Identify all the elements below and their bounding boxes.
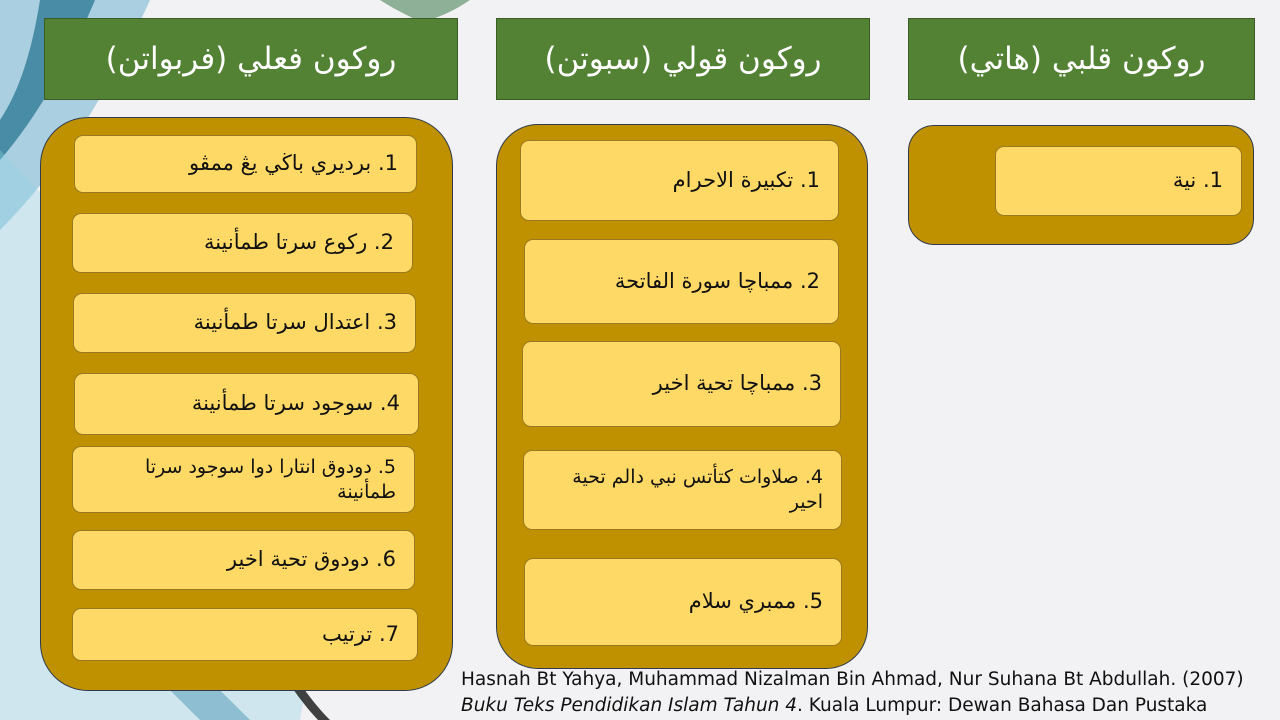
list-item: 5. دودوق انتارا دوا سوجود سرتا طمأنينة	[72, 446, 415, 513]
publisher: . Kuala Lumpur: Dewan Bahasa Dan Pustaka	[797, 695, 1208, 716]
list-item: 4. صلاوات كتأتس نبي دالم تحية احير	[523, 450, 842, 530]
citation	[461, 667, 1280, 719]
list-item: 1. نية	[995, 146, 1242, 216]
list-item: 2. ركوع سرتا طمأنينة	[72, 213, 413, 273]
list-item: 6. دودوق تحية اخير	[72, 530, 415, 590]
column-heading-fili: روكون فعلي (فربواتن)	[44, 18, 458, 100]
list-item: 7. ترتيب	[72, 608, 418, 661]
column-heading-qauli: روكون قولي (سبوتن)	[496, 18, 870, 100]
list-item: 5. ممبري سلام	[524, 558, 842, 646]
list-item: 3. اعتدال سرتا طمأنينة	[73, 293, 416, 353]
column-heading-qalbi: روكون قلبي (هاتي)	[908, 18, 1255, 100]
list-item: 4. سوجود سرتا طمأنينة	[74, 373, 419, 435]
citation-source	[461, 693, 1280, 719]
list-item: 1. تكبيرة الاحرام	[520, 140, 839, 221]
book-title: Buku Teks Pendidikan Islam Tahun 4	[461, 695, 798, 716]
list-item: 2. ممباچا سورة الفاتحة	[524, 239, 839, 324]
citation-authors: Hasnah Bt Yahya, Muhammad Nizalman Bin Ahmad, Nur Suhana Bt Abdullah. (2007)	[461, 669, 1244, 690]
list-item: 1. برديري باڬي يڠ ممڤو	[74, 135, 417, 193]
list-item: 3. ممباچا تحية اخير	[522, 341, 841, 427]
